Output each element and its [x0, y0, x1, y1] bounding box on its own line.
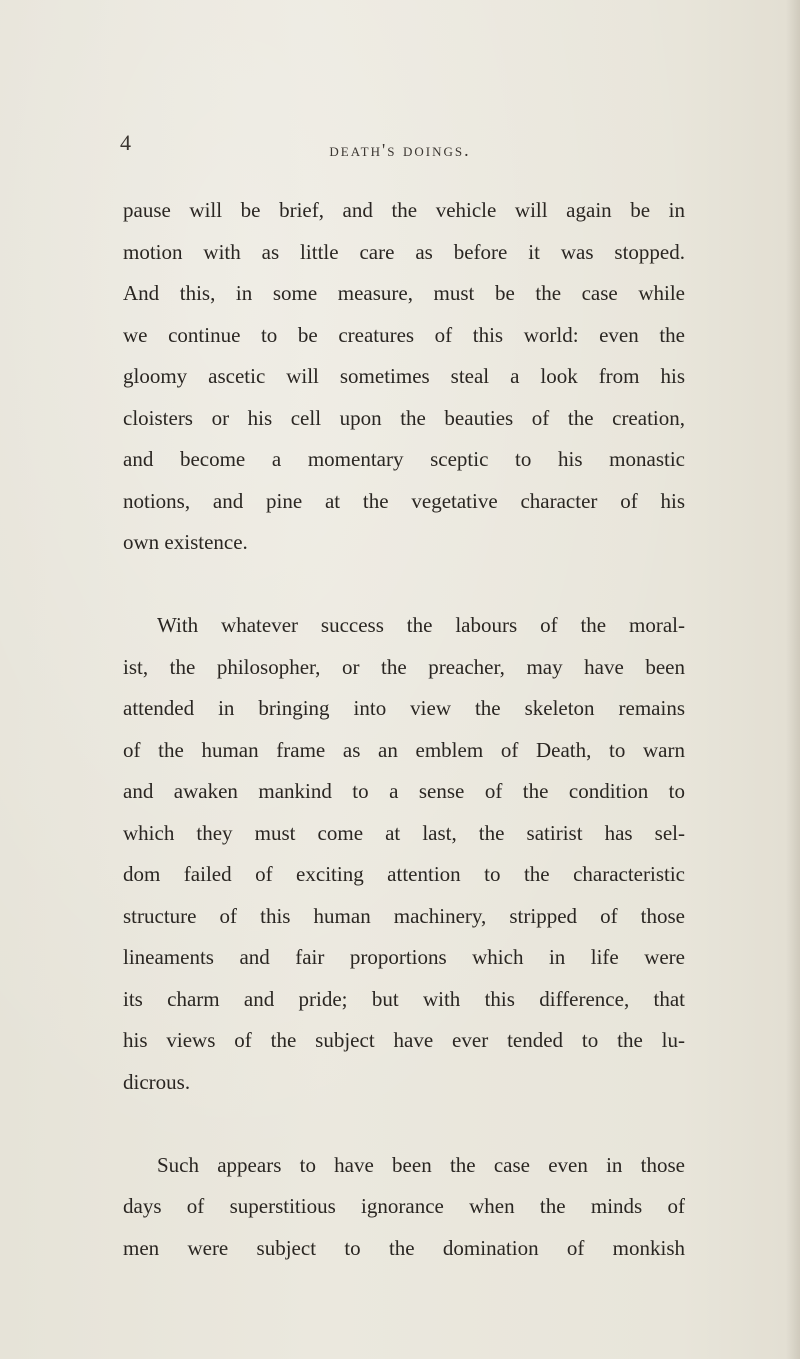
text-line: men were subject to the domination of monkish: [123, 1235, 685, 1260]
text-line: With whatever success the labours of the moral-: [157, 613, 685, 637]
text-line: Such appears to have been the case even in those: [157, 1152, 685, 1177]
body-text: [123, 190, 685, 1269]
text-line: gloomy ascetic will sometimes steal a look from his: [123, 364, 685, 388]
text-line: dicrous.: [123, 1069, 191, 1094]
text-line: we continue to be creatures of this world: even the: [123, 322, 685, 347]
text-line: which they must come at last, the satirist has sel-: [123, 820, 685, 845]
text-line: attended in bringing into view the skeleton remains: [123, 696, 685, 720]
text-line: notions, and pine at the vegetative character of his: [123, 488, 685, 513]
paragraph-spacer: [123, 1103, 685, 1145]
text-line: cloisters or his cell upon the beauties of the creation,: [123, 405, 685, 430]
text-line: And this, in some measure, must be the case while: [123, 281, 685, 305]
running-title: death's doings.: [329, 140, 471, 160]
text-line: of the human frame as an emblem of Death, to warn: [123, 737, 685, 762]
text-line: structure of this human machinery, stripped of those: [123, 903, 685, 928]
text-line: pause will be brief, and the vehicle will again be in: [123, 198, 685, 222]
paragraph-2: [123, 605, 685, 1103]
text-line: and become a momentary sceptic to his monastic: [123, 447, 685, 471]
text-line: own existence.: [123, 530, 248, 554]
text-line: dom failed of exciting attention to the characteristic: [123, 862, 685, 886]
paragraph-1: [123, 190, 685, 564]
text-line: lineaments and fair proportions which in life were: [123, 945, 685, 969]
text-line: its charm and pride; but with this difference, that: [123, 986, 685, 1011]
text-line: and awaken mankind to a sense of the condition to: [123, 779, 685, 803]
text-line: his views of the subject have ever tended to the lu-: [123, 1028, 685, 1052]
page-number: 4: [120, 130, 131, 155]
text-line: ist, the philosopher, or the preacher, may have been: [123, 654, 685, 679]
paragraph-spacer: [123, 564, 685, 606]
page-edge-shadow: [786, 0, 800, 1359]
text-line: motion with as little care as before it was stopped.: [123, 239, 685, 264]
paragraph-3: [123, 1145, 685, 1270]
text-line: days of superstitious ignorance when the minds of: [123, 1194, 685, 1218]
